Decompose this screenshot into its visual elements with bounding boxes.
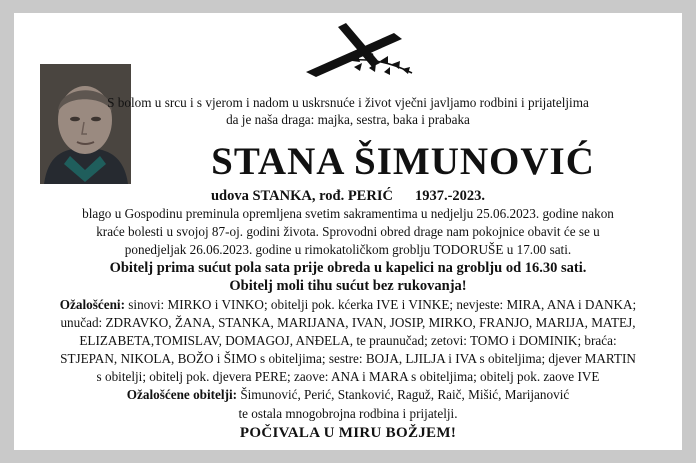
deceased-name: STANA ŠIMUNOVIĆ: [211, 140, 595, 183]
details-line-1: blago u Gospodinu preminula opremljena svetim sakramentima u nedjelju 25.06.2023. godine nakon: [82, 206, 614, 221]
mourners-line-4: STJEPAN, NIKOLA, BOŽO i ŠIMO s obiteljima; sestre: BOJA, LJILJA i IVA s obiteljima; djever MARTIN: [60, 351, 636, 366]
condolence-line-2: Obitelj moli tihu sućut bez rukovanja!: [229, 278, 467, 294]
life-years: 1937.-2023.: [414, 188, 486, 204]
cross-with-branch-icon: [292, 17, 424, 79]
mourners-line-5: s obitelji; obitelj pok. djevera PERE; zaove: ANA i MARA s obiteljima; obitelj pok. zaove IVE: [96, 369, 600, 384]
families-label: Ožalošćene obitelji:: [126, 387, 238, 402]
mourners-line-1: [14, 297, 682, 313]
obituary-card: [14, 13, 682, 450]
mourners-line-2: unučad: ZDRAVKO, ŽANA, STANKA, MARIJANA, IVAN, JOSIP, MIRKO, FRANJO, MARIJA, MATEJ,: [60, 315, 636, 330]
mourners-label: Ožalošćeni:: [59, 297, 125, 312]
details-line-3: ponedjeljak 26.06.2023. godine u rimokatoličkom groblju TODORUŠE u 17.00 sati.: [124, 242, 572, 257]
families-line-1: [14, 387, 682, 403]
condolence-line-1: Obitelj prima sućut pola sata prije obreda u kapelici na groblju od 16.30 sati.: [109, 260, 587, 276]
intro-line-2: da je naša draga: majka, sestra, baka i prabaka: [226, 112, 470, 127]
families-text: Šimunović, Perić, Stanković, Raguž, Raič, Mišić, Marijanović: [237, 387, 570, 402]
closing-line: POČIVALA U MIRU BOŽJEM!: [239, 425, 457, 441]
families-line-2: te ostala mnogobrojna rodbina i prijatelji.: [238, 406, 458, 421]
details-line-2: kraće bolesti u svojoj 87-oj. godini života. Sprovodni obred drage nam pokojnice obavit će se u: [96, 224, 600, 239]
maiden-name-text: udova STANKA, rođ. PERIĆ: [210, 188, 393, 204]
mourners-text: sinovi: MIRKO i VINKO; obitelji pok. kćerka IVE i VINKE; nevjeste: MIRA, ANA i DANKA;: [124, 297, 637, 312]
mourners-line-3: ELIZABETA,TOMISLAV, DOMAGOJ, ANĐELA, te praunučad; zetovi: TOMO i DOMINIK; braća:: [79, 333, 617, 348]
intro-line-1: S bolom u srcu i s vjerom i nadom u uskrsnuće i život vječni javljamo rodbini i prijateljima: [107, 95, 589, 110]
widow-line: [14, 188, 682, 205]
